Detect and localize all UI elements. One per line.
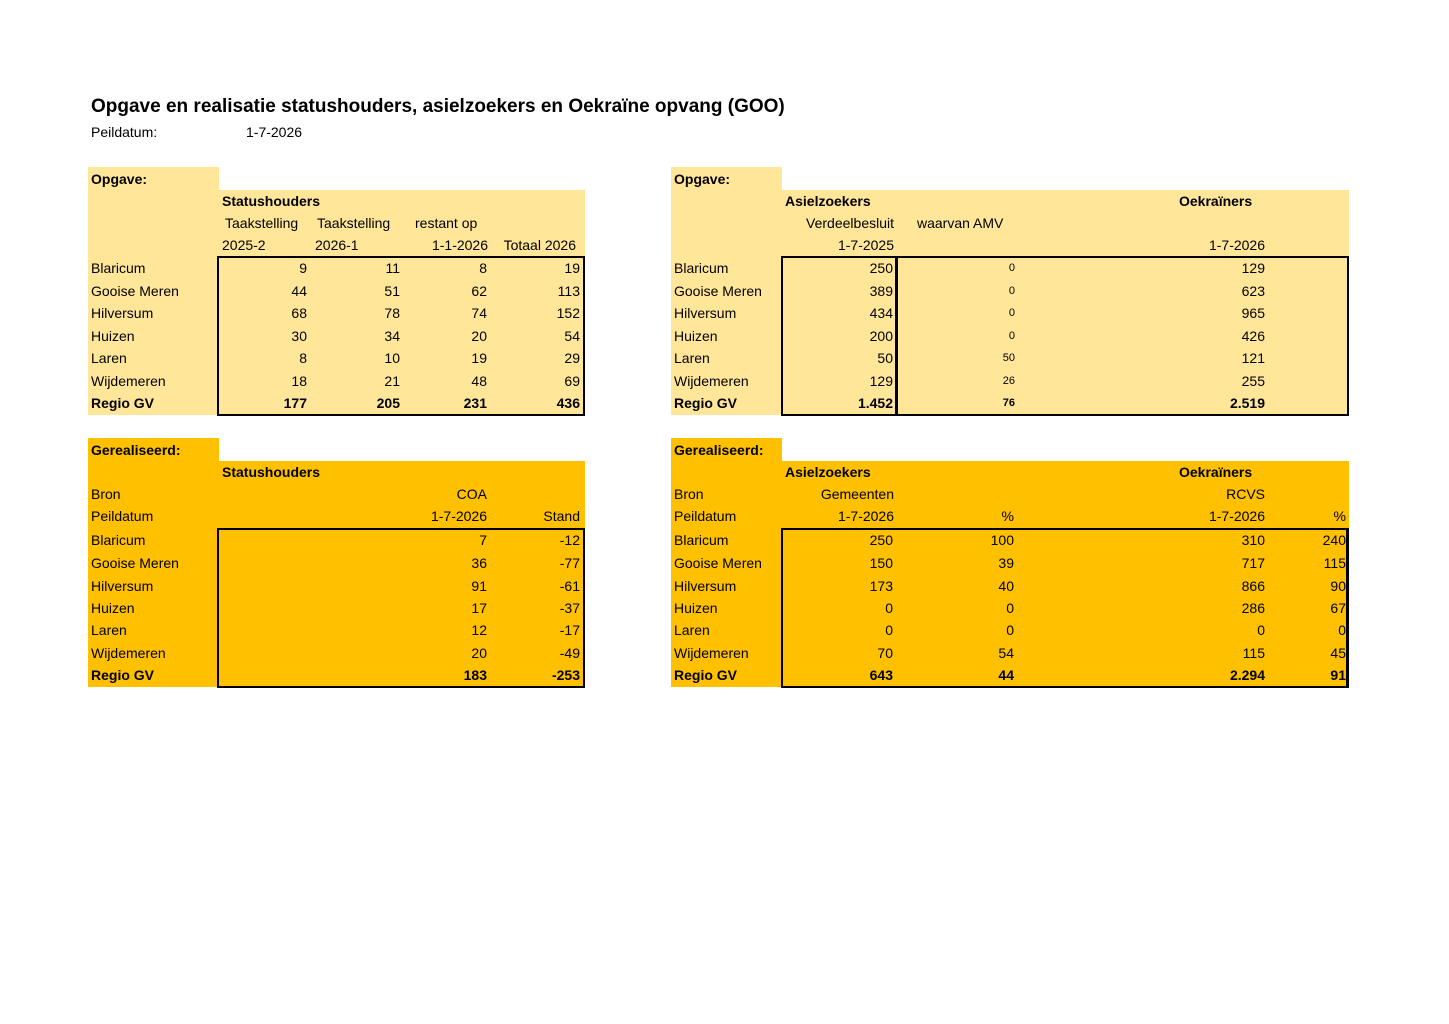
table-cell-total: 205 xyxy=(376,395,400,411)
group-label-asielzoekers: Asielzoekers xyxy=(785,464,871,480)
column-header: Verdeelbesluit xyxy=(806,215,894,231)
table-cell: 0 xyxy=(1008,330,1015,342)
table-cell: 9 xyxy=(299,260,307,276)
group-label-asielzoekers: Asielzoekers xyxy=(785,193,871,209)
table-cell: 115 xyxy=(1323,555,1346,571)
section-label-gerealiseerd: Gerealiseerd: xyxy=(91,442,181,458)
table-cell: 62 xyxy=(471,283,487,299)
column-header: Stand xyxy=(543,508,580,524)
column-header: 1-7-2026 xyxy=(1208,237,1265,253)
table-cell-total: 436 xyxy=(556,395,580,411)
row-label: Wijdemeren xyxy=(91,645,166,661)
row-label: Hilversum xyxy=(91,305,154,321)
table-cell: 426 xyxy=(1241,328,1265,344)
table-cell: -17 xyxy=(559,622,580,638)
table-cell: 100 xyxy=(990,532,1014,548)
table-cell: 54 xyxy=(564,328,580,344)
table-cell: 434 xyxy=(869,305,893,321)
table-cell: 255 xyxy=(1241,373,1265,389)
page-title: Opgave en realisatie statushouders, asielzoekers en Oekraïne opvang (GOO) xyxy=(91,96,785,117)
table-cell-total: 76 xyxy=(1002,397,1015,409)
column-header: % xyxy=(1001,508,1014,524)
table-cell: 20 xyxy=(471,328,487,344)
table-cell: 44 xyxy=(291,283,307,299)
table-cell: 129 xyxy=(869,373,893,389)
section-label-opgave: Opgave: xyxy=(674,171,731,187)
table-cell: 69 xyxy=(564,373,580,389)
table-cell: 0 xyxy=(1008,307,1015,319)
table-cell: 36 xyxy=(471,555,487,571)
table-cell: 0 xyxy=(1008,285,1015,297)
section-label-opgave: Opgave: xyxy=(91,171,148,187)
row-label: Gooise Meren xyxy=(674,283,762,299)
row-label: Hilversum xyxy=(674,578,737,594)
table-cell: 965 xyxy=(1241,305,1265,321)
row-label-total: Regio GV xyxy=(674,395,738,411)
table-cell: 18 xyxy=(291,373,307,389)
peildatum-label: Peildatum: xyxy=(91,124,158,140)
row-label: Hilversum xyxy=(674,305,737,321)
table-cell: 17 xyxy=(471,600,487,616)
row-label: Laren xyxy=(674,622,710,638)
table-cell-total: 91 xyxy=(1330,667,1346,683)
table-cell: 90 xyxy=(1330,578,1346,594)
row-label-total: Regio GV xyxy=(91,667,155,683)
table-cell: 200 xyxy=(869,328,893,344)
table-cell: 0 xyxy=(1006,622,1014,638)
group-label-oekrainers: Oekraïners xyxy=(1179,464,1253,480)
column-header: Taakstelling xyxy=(225,215,299,231)
row-label: Huizen xyxy=(91,328,135,344)
table-cell: 310 xyxy=(1241,532,1265,548)
table-cell: 48 xyxy=(471,373,487,389)
table-cell: 0 xyxy=(1006,600,1014,616)
table-cell: 67 xyxy=(1330,600,1346,616)
table-cell: -77 xyxy=(559,555,580,571)
table-cell: -37 xyxy=(559,600,580,616)
table-cell: 21 xyxy=(384,373,400,389)
table-cell: 19 xyxy=(564,260,580,276)
table-cell: 50 xyxy=(877,350,893,366)
section-label-gerealiseerd: Gerealiseerd: xyxy=(674,442,764,458)
peildatum-row-label: Peildatum xyxy=(91,508,154,524)
table-cell-total: 2.294 xyxy=(1229,667,1265,683)
table-cell: 152 xyxy=(556,305,580,321)
row-label: Blaricum xyxy=(674,260,729,276)
table-cell: 50 xyxy=(1002,352,1015,364)
table-cell: 20 xyxy=(471,645,487,661)
column-header: 2026-1 xyxy=(315,237,359,253)
table-cell-total: 643 xyxy=(869,667,893,683)
row-label-total: Regio GV xyxy=(674,667,738,683)
table-cell: 26 xyxy=(1002,375,1015,387)
table-cell: 8 xyxy=(479,260,487,276)
row-label: Gooise Meren xyxy=(91,555,179,571)
row-label-total: Regio GV xyxy=(91,395,155,411)
row-label: Laren xyxy=(91,350,127,366)
table-cell: 717 xyxy=(1241,555,1265,571)
table-cell: 70 xyxy=(877,645,893,661)
table-cell: 113 xyxy=(557,283,580,299)
column-header: Totaal 2026 xyxy=(503,237,576,253)
column-header: Taakstelling xyxy=(317,215,391,231)
table-cell: 39 xyxy=(998,555,1014,571)
table-cell-total: -253 xyxy=(551,667,580,683)
column-header: 1-7-2026 xyxy=(1208,508,1265,524)
group-label-statushouders: Statushouders xyxy=(222,464,321,480)
table-cell-total: 2.519 xyxy=(1229,395,1265,411)
table-cell: 40 xyxy=(998,578,1014,594)
table-cell: -12 xyxy=(559,532,580,548)
table-cell-total: 1.452 xyxy=(857,395,893,411)
row-label: Hilversum xyxy=(91,578,154,594)
table-cell: 150 xyxy=(869,555,893,571)
row-label: Blaricum xyxy=(674,532,729,548)
table-cell: 30 xyxy=(291,328,307,344)
group-label-statushouders: Statushouders xyxy=(222,193,321,209)
table-cell: 286 xyxy=(1241,600,1265,616)
table-cell: 34 xyxy=(384,328,400,344)
bron-label: Bron xyxy=(91,486,121,502)
table-cell: 0 xyxy=(1008,262,1015,274)
column-header: % xyxy=(1333,508,1346,524)
table-cell: 78 xyxy=(384,305,400,321)
row-label: Blaricum xyxy=(91,260,146,276)
bron-label: Bron xyxy=(674,486,704,502)
row-label: Wijdemeren xyxy=(674,645,749,661)
peildatum-value: 1-7-2026 xyxy=(246,124,303,140)
table-cell: 29 xyxy=(564,350,580,366)
column-header: 1-7-2025 xyxy=(837,237,894,253)
table-cell-total: 231 xyxy=(463,395,487,411)
table-cell: 173 xyxy=(869,578,893,594)
table-cell: 68 xyxy=(291,305,307,321)
column-header: 1-7-2026 xyxy=(430,508,487,524)
table-cell: 51 xyxy=(384,283,400,299)
table-cell: 866 xyxy=(1241,578,1265,594)
row-label: Gooise Meren xyxy=(91,283,179,299)
column-header: restant op xyxy=(415,215,478,231)
table-cell-total: 177 xyxy=(283,395,307,411)
table-cell: -49 xyxy=(559,645,580,661)
table-cell: 12 xyxy=(471,622,487,638)
table-cell: 54 xyxy=(998,645,1014,661)
table-cell: 115 xyxy=(1242,645,1265,661)
table-cell: 250 xyxy=(869,532,893,548)
row-label: Gooise Meren xyxy=(674,555,762,571)
column-header: 1-1-2026 xyxy=(431,237,488,253)
table-cell: 8 xyxy=(299,350,307,366)
table-cell-total: 183 xyxy=(463,667,487,683)
table-cell: 121 xyxy=(1241,350,1265,366)
row-label: Huizen xyxy=(674,600,718,616)
column-header: RCVS xyxy=(1226,486,1265,502)
column-header: COA xyxy=(456,486,487,502)
column-header: Gemeenten xyxy=(820,486,894,502)
table-cell: -61 xyxy=(559,578,580,594)
row-label: Huizen xyxy=(91,600,135,616)
row-label: Huizen xyxy=(674,328,718,344)
column-header: 1-7-2026 xyxy=(837,508,894,524)
table-cell: 0 xyxy=(885,600,893,616)
table-cell: 389 xyxy=(869,283,893,299)
table-cell: 19 xyxy=(471,350,487,366)
table-cell: 74 xyxy=(471,305,487,321)
table-cell-total: 44 xyxy=(998,667,1014,683)
row-label: Blaricum xyxy=(91,532,146,548)
group-label-oekrainers: Oekraïners xyxy=(1179,193,1253,209)
table-cell: 91 xyxy=(471,578,487,594)
peildatum-row-label: Peildatum xyxy=(674,508,737,524)
row-label: Laren xyxy=(674,350,710,366)
table-cell: 7 xyxy=(479,532,487,548)
table-cell: 0 xyxy=(1257,622,1265,638)
column-header: 2025-2 xyxy=(222,237,266,253)
table-cell: 0 xyxy=(885,622,893,638)
table-cell: 45 xyxy=(1330,645,1346,661)
table-cell: 10 xyxy=(384,350,400,366)
table-cell: 240 xyxy=(1322,532,1346,548)
row-label: Wijdemeren xyxy=(674,373,749,389)
column-header: waarvan AMV xyxy=(917,215,1004,231)
table-cell: 11 xyxy=(385,260,400,276)
table-cell: 250 xyxy=(869,260,893,276)
row-label: Wijdemeren xyxy=(91,373,166,389)
table-cell: 129 xyxy=(1241,260,1265,276)
row-label: Laren xyxy=(91,622,127,638)
table-cell: 623 xyxy=(1241,283,1265,299)
table-cell: 0 xyxy=(1338,622,1346,638)
